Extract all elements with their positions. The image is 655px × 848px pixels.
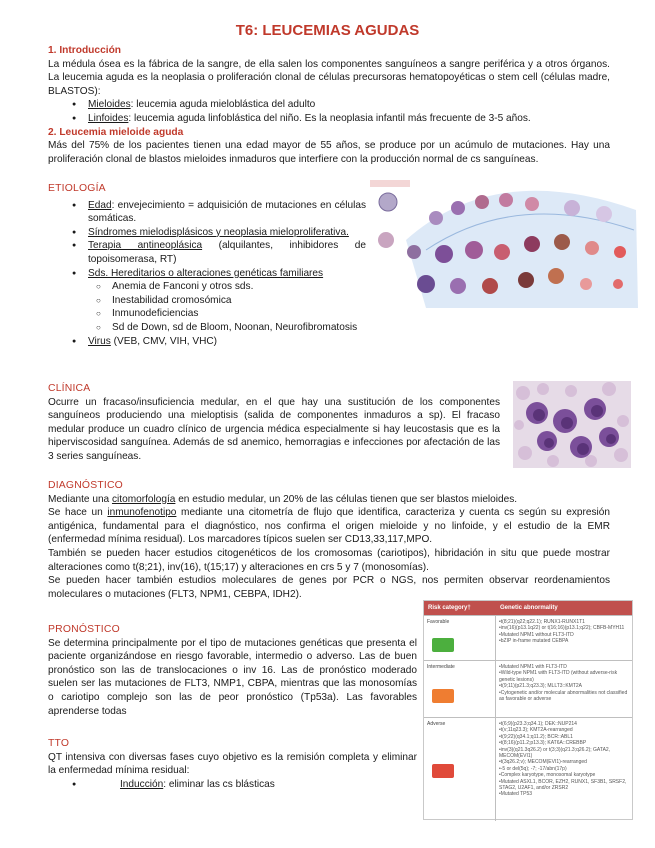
- favorable-swatch: [432, 638, 454, 652]
- sub-list-item: ○ Inestabilidad cromosómica: [72, 294, 366, 308]
- risk-category-cell: [424, 661, 496, 717]
- tto-heading: TTO: [48, 738, 70, 749]
- genetic-item: • inv(3)(q21.3q26.2) or t(3;3)(q21.3;q26.2); GATA2, MECOM(EVI1): [499, 747, 629, 760]
- genetic-item: • Mutated ASXL1, BCOR, EZH2, RUNX1, SF3B1, SRSF2, STAG2, U2AF1, and/or ZRSR2: [499, 779, 629, 792]
- list-item-text: (VEB, CMV, VIH, VHC): [110, 335, 218, 347]
- term-induccion: Inducción: [120, 778, 164, 790]
- sub-list-item: ○ Anemia de Fanconi y otros sds.: [72, 280, 366, 294]
- pronostico-section: [48, 623, 417, 718]
- risk-table-image: [423, 600, 633, 820]
- clinica-heading: CLÍNICA: [48, 383, 91, 394]
- intro-list: [48, 98, 610, 125]
- etiologia-heading: ETIOLOGÍA: [48, 183, 106, 194]
- sub-list-item: ○ Sd de Down, sd de Bloom, Noonan, Neurofibromatosis: [72, 321, 366, 335]
- clinica-section: [48, 382, 500, 464]
- text-span: Mediante una: [48, 493, 112, 505]
- list-item: [48, 239, 366, 266]
- risk-genetic-cell: [496, 718, 632, 821]
- diagnostico-p4: Se pueden hacer también estudios moleculares de genes por PCR o NGS, nos permiten observar reordenamientos moleculares o mutaciones (FLT3, NPM1, CEBPA, IDH2).: [48, 575, 610, 600]
- risk-col-category: Risk category†: [428, 604, 471, 611]
- etiologia-section: [48, 182, 366, 348]
- term-terapia: Terapia antineoplásica: [88, 240, 203, 252]
- list-item: [48, 226, 366, 240]
- etiologia-list: [48, 199, 366, 349]
- table-row: [424, 660, 632, 717]
- lma-heading: 2. Leucemia mieloide aguda: [48, 126, 184, 138]
- list-item-text: (alquilantes, inhibidores de topoisomerasa, RT): [88, 240, 366, 265]
- term-virus: Virus: [88, 335, 111, 347]
- text-span: en estudio medular, un 20% de las células tienen que ser blastos mieloides.: [175, 493, 518, 505]
- text-span: Se hace un: [48, 507, 108, 519]
- list-item: [48, 778, 417, 792]
- list-item: [48, 98, 610, 112]
- intermediate-swatch: [432, 689, 454, 703]
- sub-list-item: ○ Inmunodeficiencias: [72, 307, 366, 321]
- list-item: [48, 199, 366, 226]
- risk-genetic-cell: [496, 661, 632, 717]
- genetic-item: • bZIP in-frame mutated CEBPA: [499, 638, 629, 644]
- genetic-item: • t(9;11)(p21.3;q23.3); MLLT3::KMT2A: [499, 683, 629, 689]
- list-item: [48, 112, 610, 126]
- risk-category-label: Intermediate: [427, 664, 455, 670]
- risk-category-label: Favorable: [427, 619, 450, 625]
- list-item-text: : eliminar las cs blásticas: [163, 778, 275, 790]
- risk-genetic-cell: [496, 616, 632, 660]
- genetic-item: • Mutated NPM1 without FLT3-ITD: [499, 632, 629, 638]
- clinica-paragraph: Ocurre un fracaso/insuficiencia medular, en el que hay una sustitución de los componentes sanguíneos produciendo una mieloptisis (salida de componentes inmaduros a sp). El fracaso medular produce un cuadro clínico de urgencia médica especialmente si hay leucostasis que es la hiperviscosidad sanguínea. Además de sd anemico, hemorragias e infecciones por afectación de las 3 series sanguíneas.: [48, 396, 500, 462]
- genetic-item: • Cytogenetic and/or molecular abnormalities not classified as favorable or adverse: [499, 690, 629, 703]
- intro-heading: 1. Introducción: [48, 45, 122, 56]
- table-row: [424, 615, 632, 660]
- tto-list: [48, 778, 417, 792]
- genetic-item: • t(v;11q23.3); KMT2A-rearranged: [499, 727, 629, 733]
- text-span: mediante una citometría de flujo que identifica, caracteriza y cuenta cs según su expresión antigénica, fundamental para el diagnóstico, nos confirma el origen mieloide y no linfoide, y el estudio de la EMR (enfermedad mínima residual). Los marcadores típicos suelen ser CD13,33,117,MPO.: [48, 507, 611, 546]
- intro-paragraph: La médula ósea es la fábrica de la sangre, de ella salen los componentes sanguíneos a sangre periférica y a otros órganos. La leucemia aguda es la neoplasia o proliferación clonal de células precursoras hematopoyéticas o stem cell (células madre, BLASTOS):: [48, 58, 610, 97]
- genetic-item: • inv(16)(p13.1q22) or t(16;16)(p13.1;q22); CBFB-MYH11: [499, 625, 629, 631]
- tto-section: [48, 737, 417, 791]
- list-item: [48, 335, 366, 349]
- diagnostico-p3: También se pueden hacer estudios citogenéticos de los cromosomas (cariotipos), hibridación in situ que puede mostrar alteraciones como t(8;21), inv(16), t(15;17) y alteraciones en crs 5 y 7 (monosomías).: [48, 547, 610, 573]
- list-item: [48, 267, 366, 281]
- adverse-swatch: [432, 764, 454, 778]
- term-linfoides: Linfoides: [88, 112, 129, 124]
- risk-category-cell: [424, 616, 496, 660]
- pronostico-heading: PRONÓSTICO: [48, 624, 120, 635]
- genetic-item: • t(8;21)(q22;q22.1); RUNX1-RUNX1T1: [499, 619, 629, 625]
- genetic-item: • t(3q26.2;v); MECOM(EVI1)-rearranged: [499, 759, 629, 765]
- genetic-item: • Wild-type NPM1 with FLT3-ITD (without adverse-risk genetic lesions): [499, 670, 629, 683]
- list-item-text: : leucemia aguda linfoblástica del niño. Es la neoplasia infantil más frecuente de 3-5 años.: [128, 112, 531, 124]
- genetic-item: • Mutated TP53: [499, 791, 629, 797]
- hematopoiesis-diagram-image: [366, 180, 638, 308]
- term-sindromes: Síndromes mielodisplásicos y neoplasia mieloproliferativa.: [88, 226, 349, 238]
- list-item-text: : leucemia aguda mieloblástica del adulto: [130, 99, 316, 111]
- term-edad: Edad: [88, 199, 112, 211]
- genetic-item: • Complex karyotype, monosomal karyotype: [499, 772, 629, 778]
- diagnostico-section: [48, 479, 610, 601]
- term-citomorfologia: citomorfología: [111, 493, 176, 505]
- tto-paragraph: QT intensiva con diversas fases cuyo objetivo es la remisión completa y eliminar la enfermedad mínima residual:: [48, 751, 417, 777]
- risk-col-genetic: Genetic abnormality: [500, 604, 558, 611]
- diagnostico-p1: [48, 493, 610, 507]
- genetic-item: • t(6;9)(p23.3;q34.1); DEK::NUP214: [499, 721, 629, 727]
- risk-category-cell: [424, 718, 496, 821]
- lma-paragraph: Más del 75% de los pacientes tienen una edad mayor de 55 años, se produce por un acúmulo de mutaciones. Hay una proliferación clonal de blastos mieloides inmaduros que interfiere con la producción normal de cs sanguíneas.: [48, 140, 610, 165]
- genetic-item: • t(8;16)(p11.2;p13.3); KAT6A::CREBBP: [499, 740, 629, 746]
- risk-category-label: Adverse: [427, 721, 446, 727]
- pronostico-paragraph: Se determina principalmente por el tipo de mutaciones genéticas que presenta el paciente organizándose en riesgo favorable, intermedio o adverso. Las de buen pronóstico son las de translocaciones o inv 16. Las de pronóstico moderado suelen ser las mutaciones de FLT3, NMP1, CBPA, mientras que las monosomías o cariotipo complejo son las de peor pronóstico (Tp53a). Las favorables aprenderse todas: [48, 637, 417, 717]
- term-inmunofenotipo: inmunofenotipo: [107, 507, 177, 519]
- intro-section: [48, 44, 610, 166]
- blood-smear-image: [513, 381, 631, 468]
- page-title: T6: LEUCEMIAS AGUDAS: [235, 22, 420, 39]
- risk-table-header: [424, 601, 632, 615]
- term-mieloides: Mieloides: [88, 99, 131, 111]
- list-item-text: : envejecimiento = adquisición de mutaciones en células somáticas.: [88, 199, 366, 225]
- table-row: [424, 717, 632, 821]
- term-hereditarios: Sds. Hereditarios o alteraciones genéticas familiares: [88, 267, 324, 279]
- genetic-item: • -5 or del(5q); -7; -17/abn(17p): [499, 766, 629, 772]
- diagnostico-heading: DIAGNÓSTICO: [48, 480, 123, 491]
- genetic-item: • t(9;22)(q34.1;q11.2); BCR::ABL1: [499, 734, 629, 740]
- genetic-item: • Mutated NPM1 with FLT3-ITD: [499, 664, 629, 670]
- diagnostico-p2: [48, 506, 610, 547]
